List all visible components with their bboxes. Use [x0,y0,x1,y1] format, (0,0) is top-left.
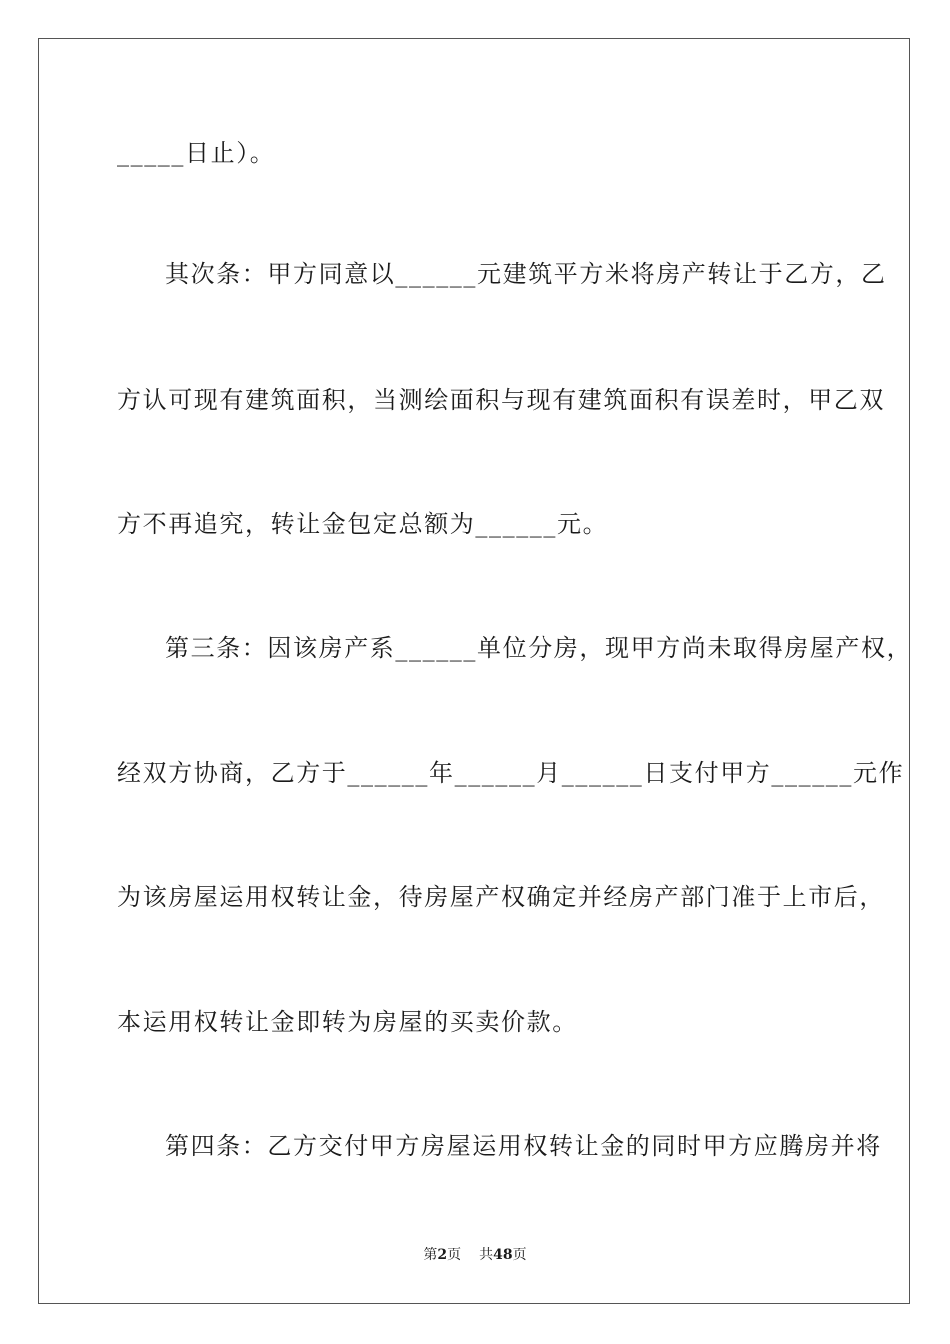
page-border [38,38,913,1304]
body-line-6: 经双方协商，乙方于______年______月______日支付甲方______元作 [117,759,905,787]
footer-total-suffix: 页 [512,1247,527,1263]
body-line-7: 为该房屋运用权转让金，待房屋产权确定并经房产部门准于上市后， [117,883,885,911]
body-line-1: _____日止）。 [117,139,276,167]
body-line-5: 第三条：因该房产系______单位分房，现甲方尚未取得房屋产权， [165,634,913,662]
page-footer [0,1246,950,1264]
body-line-9: 第四条：乙方交付甲方房屋运用权转让金的同时甲方应腾房并将 [165,1132,882,1160]
body-line-4: 方不再追究，转让金包定总额为______元。 [117,510,609,538]
body-line-8: 本运用权转让金即转为房屋的买卖价款。 [117,1008,578,1036]
footer-page-current: 2 [437,1247,448,1263]
body-line-2: 其次条：甲方同意以______元建筑平方米将房产转让于乙方，乙 [165,260,887,288]
body-line-3: 方认可现有建筑面积，当测绘面积与现有建筑面积有误差时，甲乙双 [117,386,885,414]
footer-page-suffix: 页 [447,1247,462,1263]
footer-total-prefix: 共 [479,1247,494,1263]
footer-page-total: 48 [493,1247,513,1263]
footer-page-prefix: 第 [423,1247,438,1263]
